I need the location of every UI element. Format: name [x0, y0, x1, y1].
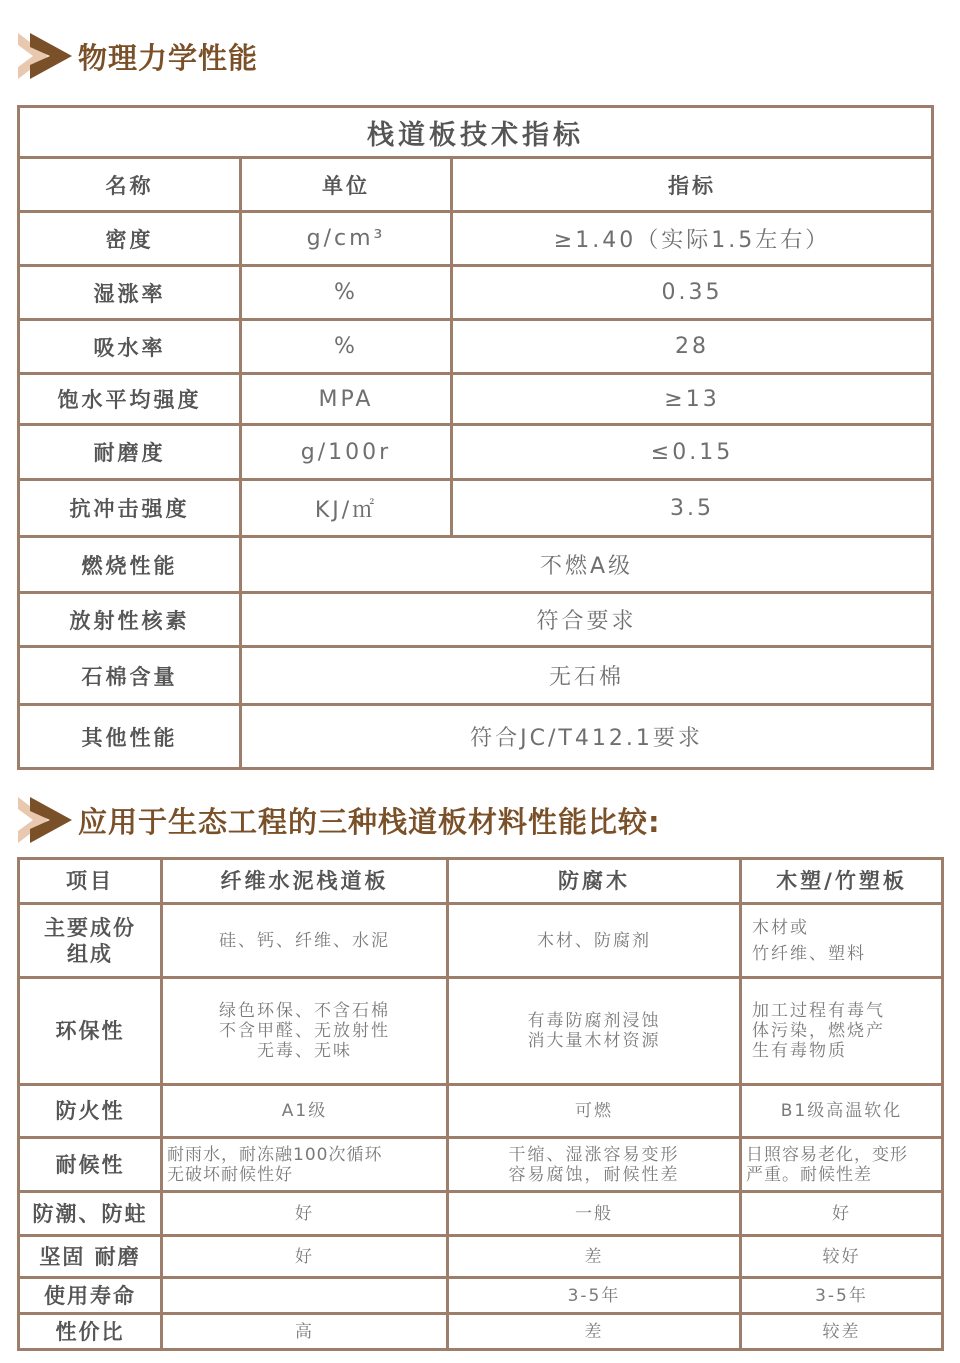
- table-row: [19, 320, 933, 374]
- column-header: 防腐木: [448, 859, 741, 904]
- cell-b: [448, 1314, 741, 1350]
- table-row: [19, 1138, 943, 1192]
- cell-item: [19, 904, 162, 978]
- cell-line: 环保性: [55, 1019, 125, 1043]
- cell-name: 放射性核素: [19, 593, 241, 647]
- cell-a: [162, 1236, 448, 1278]
- table-header-row: [19, 158, 933, 212]
- table-row: [19, 480, 933, 537]
- cell-line: 容易腐蚀，耐候性差: [508, 1164, 680, 1185]
- cell-line: 主要成份: [44, 915, 136, 940]
- cell-unit: MPA: [241, 374, 452, 425]
- section-title: 应用于生态工程的三种栈道板材料性能比较:: [78, 804, 661, 839]
- cell-line: B1级高温软化: [780, 1101, 903, 1121]
- cell-line: 严重。耐候性差: [746, 1164, 872, 1185]
- cell-item: [19, 1138, 162, 1192]
- table-row: [19, 647, 933, 705]
- cell-b: [448, 1138, 741, 1192]
- cell-value: ≤0.15: [452, 425, 933, 480]
- cell-unit: g/100r: [241, 425, 452, 480]
- cell-line: 使用寿命: [44, 1283, 136, 1308]
- cell-line: 好: [295, 1246, 314, 1267]
- cell-line: A1级: [281, 1101, 328, 1121]
- cell-line: 耐雨水，耐冻融100次循环: [167, 1144, 383, 1165]
- cell-a: [162, 1278, 448, 1314]
- cell-c: [741, 1278, 943, 1314]
- cell-line: 好: [295, 1203, 314, 1224]
- table-row: [19, 904, 943, 978]
- table-header-row: [19, 859, 943, 904]
- comparison-table: [17, 857, 944, 1351]
- cell-line: 竹纤维、塑料: [752, 943, 866, 964]
- cell-a: [162, 1085, 448, 1138]
- cell-name: 石棉含量: [19, 647, 241, 705]
- cell-line: 不含甲醛、无放射性: [219, 1021, 390, 1041]
- cell-line: 较差: [822, 1321, 861, 1342]
- double-chevron-right-icon: [18, 33, 72, 79]
- column-header: 纤维水泥栈道板: [162, 859, 448, 904]
- cell-line: 较好: [822, 1246, 861, 1267]
- cell-a: [162, 1192, 448, 1236]
- section-title: 物理力学性能: [78, 40, 259, 75]
- column-header: 名称: [19, 158, 241, 212]
- cell-name: 燃烧性能: [19, 537, 241, 593]
- cell-line: 无破坏耐候性好: [167, 1164, 293, 1185]
- table-caption-row: [19, 107, 933, 158]
- cell-line: 消大量木材资源: [527, 1031, 661, 1051]
- cell-line: 一般: [575, 1203, 613, 1224]
- cell-line: 耐候性: [55, 1152, 125, 1177]
- section-heading-compare: [18, 796, 661, 844]
- table-row: [19, 593, 933, 647]
- cell-value: 28: [452, 320, 933, 374]
- cell-item: [19, 1192, 162, 1236]
- cell-item: [19, 1085, 162, 1138]
- column-header: 项目: [19, 859, 162, 904]
- cell-b: [448, 978, 741, 1085]
- column-header: 木塑/竹塑板: [741, 859, 943, 904]
- table-row: [19, 425, 933, 480]
- table-row: [19, 266, 933, 320]
- cell-line: 日照容易老化，变形: [746, 1144, 908, 1165]
- table-row: [19, 705, 933, 769]
- cell-unit: g/cm³: [241, 212, 452, 266]
- cell-b: [448, 1278, 741, 1314]
- table-row: [19, 1192, 943, 1236]
- table-row: [19, 374, 933, 425]
- cell-c: [741, 904, 943, 978]
- cell-line: 坚固 耐磨: [39, 1244, 141, 1269]
- cell-line: 防潮、防蛀: [32, 1201, 148, 1226]
- column-header: 指标: [452, 158, 933, 212]
- cell-unit: %: [241, 266, 452, 320]
- cell-name: 抗冲击强度: [19, 480, 241, 537]
- table-row: [19, 1085, 943, 1138]
- cell-c: [741, 1138, 943, 1192]
- cell-value: 3.5: [452, 480, 933, 537]
- cell-line: 差: [584, 1321, 604, 1342]
- cell-line: 生有毒物质: [752, 1041, 847, 1061]
- cell-value: 符合要求: [241, 593, 933, 647]
- cell-line: 可燃: [575, 1101, 613, 1121]
- cell-b: [448, 1236, 741, 1278]
- cell-value: ≥13: [452, 374, 933, 425]
- cell-c: [741, 1314, 943, 1350]
- cell-a: [162, 978, 448, 1085]
- cell-unit: %: [241, 320, 452, 374]
- cell-name: 密度: [19, 212, 241, 266]
- table-row: [19, 1314, 943, 1350]
- cell-line: 有毒防腐剂浸蚀: [527, 1011, 661, 1031]
- cell-line: 加工过程有毒气: [752, 1001, 885, 1021]
- table-row: [19, 212, 933, 266]
- cell-value: 不燃A级: [241, 537, 933, 593]
- cell-line: 3-5年: [815, 1285, 868, 1306]
- cell-b: [448, 1192, 741, 1236]
- cell-name: 饱水平均强度: [19, 374, 241, 425]
- cell-name: 吸水率: [19, 320, 241, 374]
- cell-line: 无毒、无味: [257, 1041, 352, 1061]
- cell-a: [162, 1314, 448, 1350]
- table-row: [19, 978, 943, 1085]
- table-row: [19, 1236, 943, 1278]
- section-heading-physical: [18, 32, 258, 80]
- cell-b: [448, 904, 741, 978]
- cell-a: [162, 1138, 448, 1192]
- cell-unit: KJ/㎡: [241, 480, 452, 537]
- cell-c: [741, 1236, 943, 1278]
- cell-line: 木材或: [752, 917, 809, 938]
- cell-line: 组成: [67, 941, 113, 966]
- cell-c: [741, 1192, 943, 1236]
- cell-line: 绿色环保、不含石棉: [219, 1001, 390, 1021]
- cell-line: 体污染，燃烧产: [752, 1021, 885, 1041]
- column-header: 单位: [241, 158, 452, 212]
- cell-a: [162, 904, 448, 978]
- cell-line: 干缩、湿涨容易变形: [508, 1144, 680, 1165]
- cell-line: 3-5年: [567, 1285, 621, 1306]
- double-chevron-right-icon: [18, 797, 72, 843]
- cell-line: 好: [832, 1203, 851, 1224]
- cell-value: 符合JC/T412.1要求: [241, 705, 933, 769]
- cell-line: 差: [584, 1246, 604, 1267]
- cell-c: [741, 978, 943, 1085]
- cell-line: 木材、防腐剂: [537, 930, 651, 951]
- table-row: [19, 537, 933, 593]
- cell-item: [19, 978, 162, 1085]
- cell-line: 硅、钙、纤维、水泥: [219, 930, 390, 951]
- table-row: [19, 1278, 943, 1314]
- cell-item: [19, 1314, 162, 1350]
- table-caption: 栈道板技术指标: [19, 107, 933, 158]
- cell-item: [19, 1278, 162, 1314]
- cell-line: 性价比: [55, 1319, 125, 1344]
- cell-value: 无石棉: [241, 647, 933, 705]
- cell-c: [741, 1085, 943, 1138]
- cell-name: 耐磨度: [19, 425, 241, 480]
- cell-item: [19, 1236, 162, 1278]
- cell-name: 湿涨率: [19, 266, 241, 320]
- cell-value: ≥1.40（实际1.5左右）: [452, 212, 933, 266]
- cell-value: 0.35: [452, 266, 933, 320]
- spec-table: [17, 105, 934, 770]
- cell-line: 防火性: [55, 1099, 125, 1123]
- cell-b: [448, 1085, 741, 1138]
- cell-line: 高: [295, 1321, 314, 1342]
- cell-name: 其他性能: [19, 705, 241, 769]
